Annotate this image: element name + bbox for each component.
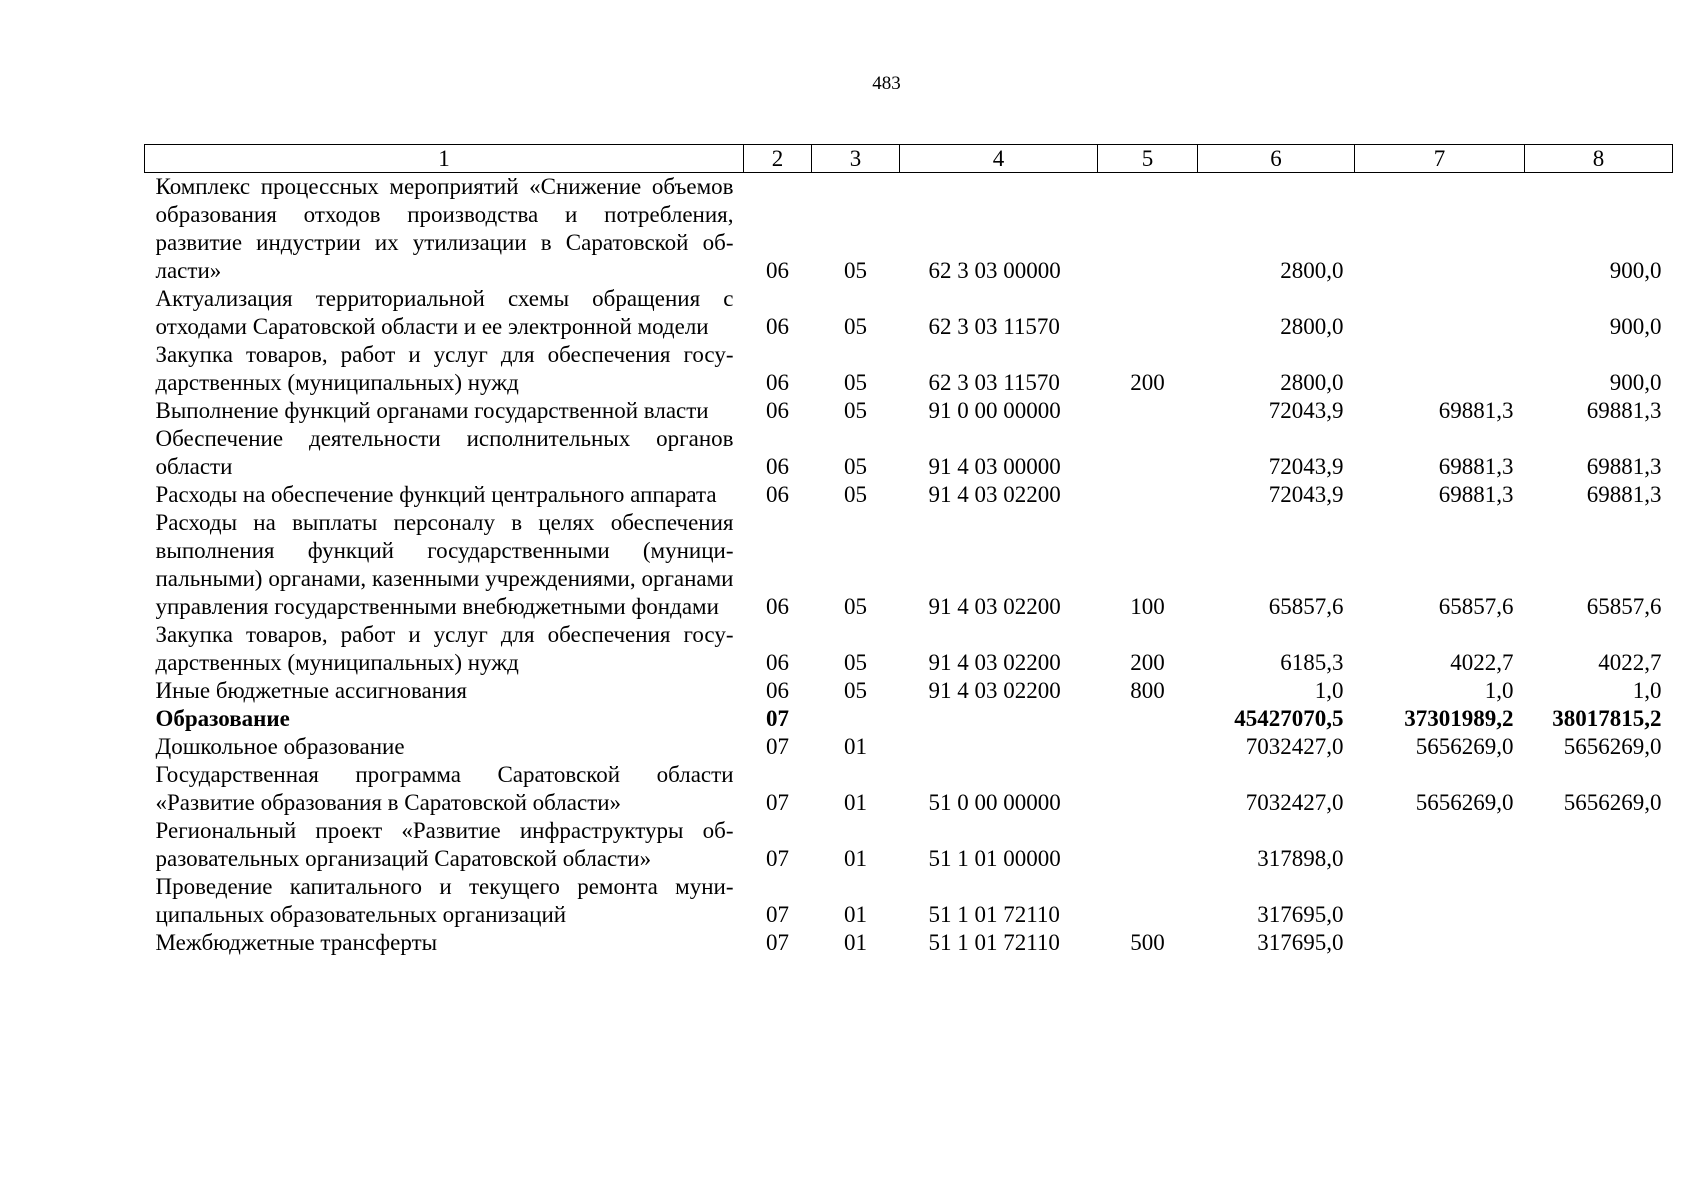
row-name: Обеспечение деятельности исполнительных органов области [155,426,734,479]
column-header-3: 3 [812,145,900,173]
table-row [145,929,1673,957]
amount-year-3: 900,0 [1609,370,1662,395]
expense-type-code [1098,873,1198,929]
amount-year-1: 1,0 [1314,678,1344,703]
target-article-code: 51 0 00 00000 [928,790,1061,815]
section-code: 06 [766,678,789,703]
row-name: Проведение капитального и текущего ремонта муниципальных образовательных организаций [155,874,734,927]
subsection-code: 05 [844,678,867,703]
amount-year-2: 1,0 [1484,678,1514,703]
amount-year-1: 2800,0 [1280,258,1344,283]
amount-year-1: 65857,6 [1268,594,1344,619]
table-row [145,705,1673,733]
row-name: Закупка товаров, работ и услуг для обеспечения государственных (муниципальных) нужд [155,342,734,395]
expense-type-code [1098,733,1198,761]
amount-year-1: 317898,0 [1257,846,1344,871]
amount-year-2 [1355,873,1525,929]
amount-year-2 [1355,817,1525,873]
subsection-code: 05 [844,258,867,283]
amount-year-2 [1355,173,1525,286]
column-header-6: 6 [1198,145,1355,173]
amount-year-3: 69881,3 [1586,454,1662,479]
section-code: 07 [766,790,789,815]
subsection-code: 01 [844,846,867,871]
amount-year-1: 72043,9 [1268,454,1344,479]
amount-year-2 [1355,285,1525,341]
column-header-4: 4 [900,145,1098,173]
subsection-code: 01 [844,790,867,815]
table-body [145,173,1673,958]
table-row [145,285,1673,341]
expense-type-code [1098,285,1198,341]
subsection-code: 01 [844,734,867,759]
amount-year-2 [1355,341,1525,397]
target-article-code: 51 1 01 72110 [928,902,1060,927]
target-article-code: 62 3 03 00000 [928,258,1061,283]
target-article-code [900,733,1098,761]
target-article-code: 91 4 03 02200 [928,594,1061,619]
target-article-code: 91 4 03 00000 [928,454,1061,479]
target-article-code: 51 1 01 00000 [928,846,1061,871]
row-name: Закупка товаров, работ и услуг для обеспечения государственных (муниципальных) нужд [155,622,734,675]
amount-year-2: 37301989,2 [1404,706,1514,731]
row-name: Межбюджетные трансферты [155,930,438,955]
amount-year-1: 2800,0 [1280,370,1344,395]
amount-year-1: 7032427,0 [1245,790,1344,815]
amount-year-2: 65857,6 [1438,594,1514,619]
table-row [145,677,1673,705]
subsection-code: 05 [844,594,867,619]
expense-type-code [1098,761,1198,817]
expense-type-code: 100 [1130,594,1165,619]
table-row [145,425,1673,481]
amount-year-2: 4022,7 [1450,650,1514,675]
section-code: 06 [766,482,789,507]
amount-year-3: 5656269,0 [1563,734,1662,759]
expense-type-code [1098,705,1198,733]
table-row [145,481,1673,509]
row-name: Региональный проект «Развитие инфраструктуры образовательных организаций Саратовской области» [155,818,734,871]
column-header-8: 8 [1525,145,1673,173]
amount-year-1: 45427070,5 [1234,706,1344,731]
amount-year-1: 7032427,0 [1245,734,1344,759]
target-article-code: 51 1 01 72110 [928,930,1060,955]
subsection-code: 05 [844,398,867,423]
target-article-code: 62 3 03 11570 [928,314,1060,339]
amount-year-3: 65857,6 [1586,594,1662,619]
column-header-1: 1 [145,145,744,173]
expense-type-code: 500 [1130,930,1165,955]
amount-year-1: 2800,0 [1280,314,1344,339]
amount-year-1: 72043,9 [1268,398,1344,423]
target-article-code: 62 3 03 11570 [928,370,1060,395]
table-row [145,509,1673,621]
expense-type-code: 800 [1130,678,1165,703]
amount-year-2: 69881,3 [1438,454,1514,479]
column-header-7: 7 [1355,145,1525,173]
table-row [145,761,1673,817]
amount-year-1: 317695,0 [1257,902,1344,927]
expense-type-code [1098,397,1198,425]
amount-year-3: 69881,3 [1586,398,1662,423]
amount-year-2: 5656269,0 [1415,734,1514,759]
subsection-code: 05 [844,454,867,479]
row-name: Иные бюджетные ассигнования [155,678,467,703]
section-code: 06 [766,314,789,339]
row-name: Актуализация территориальной схемы обращения с отходами Саратовской области и ее электронной модели [155,286,734,339]
expense-type-code [1098,425,1198,481]
row-name: Дошкольное образование [155,734,405,759]
amount-year-3 [1525,929,1673,957]
subsection-code: 01 [844,930,867,955]
amount-year-3: 5656269,0 [1563,790,1662,815]
subsection-code: 05 [844,370,867,395]
section-code: 06 [766,370,789,395]
target-article-code: 91 4 03 02200 [928,650,1061,675]
section-code: 06 [766,454,789,479]
table-row [145,397,1673,425]
expense-type-code: 200 [1130,370,1165,395]
amount-year-2 [1355,929,1525,957]
table-row [145,173,1673,286]
target-article-code: 91 0 00 00000 [928,398,1061,423]
section-code: 07 [766,706,789,731]
amount-year-2: 69881,3 [1438,398,1514,423]
expense-type-code: 200 [1130,650,1165,675]
section-code: 06 [766,650,789,675]
amount-year-3: 4022,7 [1598,650,1662,675]
table-row [145,621,1673,677]
row-name: Государственная программа Саратовской области «Развитие образования в Саратовской области» [155,762,734,815]
subsection-code: 01 [844,902,867,927]
amount-year-3: 900,0 [1609,314,1662,339]
column-header-2: 2 [744,145,812,173]
subsection-code: 05 [844,482,867,507]
section-code: 06 [766,594,789,619]
section-code: 06 [766,258,789,283]
target-article-code: 91 4 03 02200 [928,482,1061,507]
budget-table [144,144,1673,957]
row-name: Выполнение функций органами государственной власти [155,398,709,423]
target-article-code: 91 4 03 02200 [928,678,1061,703]
page-number: 483 [872,73,901,94]
row-name: Расходы на обеспечение функций центрального аппарата [155,482,717,507]
table-row [145,733,1673,761]
section-code: 06 [766,398,789,423]
column-header-5: 5 [1098,145,1198,173]
amount-year-3 [1525,817,1673,873]
section-code: 07 [766,846,789,871]
table-row [145,873,1673,929]
amount-year-3 [1525,873,1673,929]
amount-year-2: 5656269,0 [1415,790,1514,815]
subsection-code: 05 [844,650,867,675]
amount-year-3: 1,0 [1632,678,1662,703]
amount-year-1: 72043,9 [1268,482,1344,507]
target-article-code [900,705,1098,733]
section-code: 07 [766,902,789,927]
amount-year-2: 69881,3 [1438,482,1514,507]
row-name: Образование [155,706,290,731]
row-name: Комплекс процессных мероприятий «Снижение объемов образования отходов производства и потребления, развитие индустрии их утилизации в Саратовской области» [155,174,734,283]
amount-year-1: 6185,3 [1280,650,1344,675]
section-code: 07 [766,734,789,759]
expense-type-code [1098,173,1198,286]
row-name: Расходы на выплаты персоналу в целях обеспечения выполнения функций государственными (муниципальными) органами, казенными учреждениями, органами управления государственными внебюджетными фондами [155,510,734,619]
table-row [145,817,1673,873]
amount-year-1: 317695,0 [1257,930,1344,955]
expense-type-code [1098,817,1198,873]
amount-year-3: 69881,3 [1586,482,1662,507]
table-row [145,341,1673,397]
column-number-header [145,145,1673,173]
amount-year-3: 900,0 [1609,258,1662,283]
amount-year-3: 38017815,2 [1552,706,1662,731]
subsection-code [812,705,900,733]
subsection-code: 05 [844,314,867,339]
section-code: 07 [766,930,789,955]
expense-type-code [1098,481,1198,509]
